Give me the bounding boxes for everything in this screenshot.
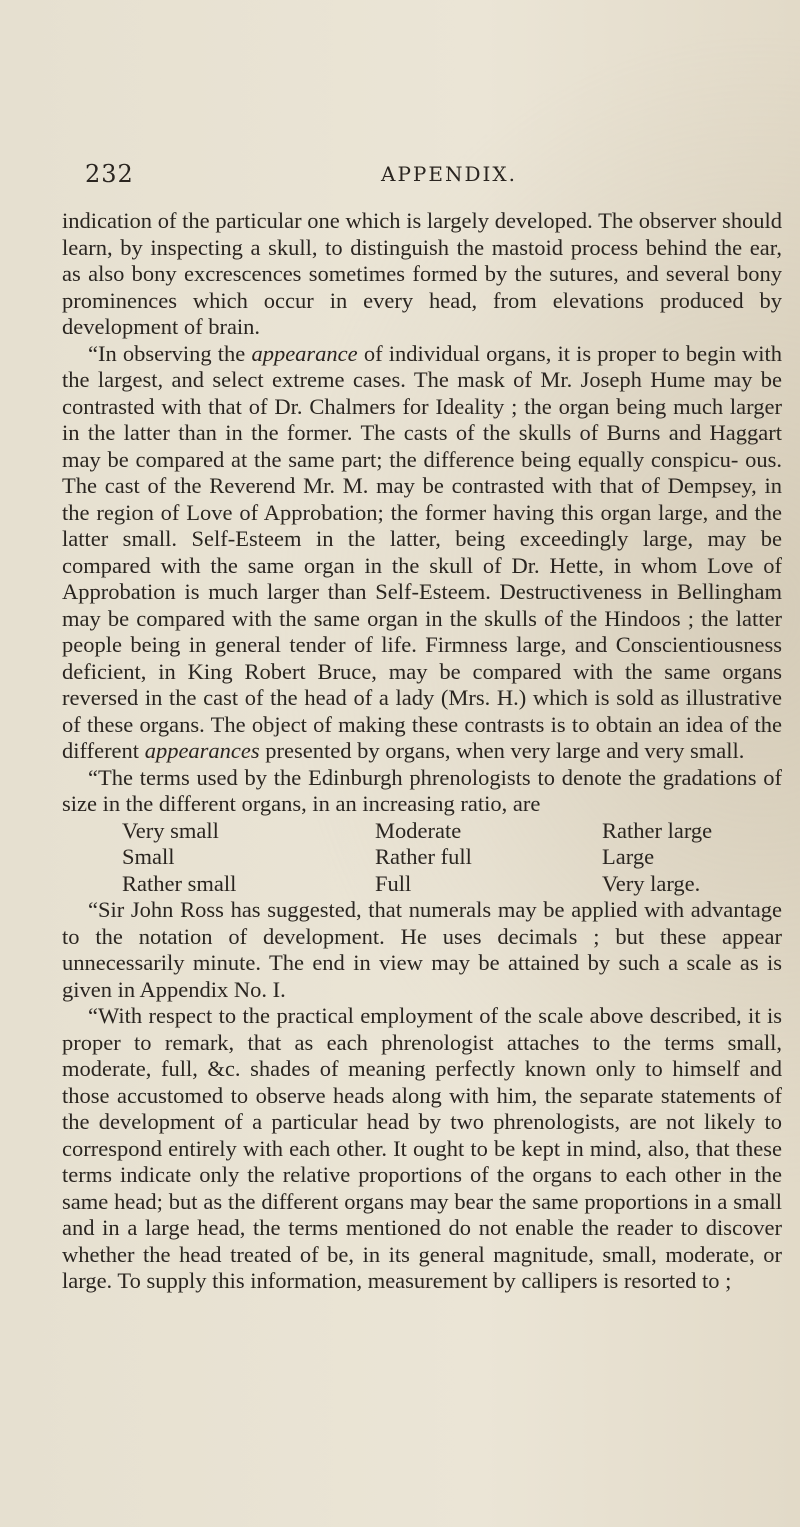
paragraph <box>62 1003 782 1295</box>
italic-text: appearances <box>144 738 260 763</box>
body-text <box>62 208 782 1295</box>
text-run: “In observing the <box>88 340 252 366</box>
text-run: “With respect to the practical employment of the scale above described, it is proper to remark, that as each phrenologist attaches to the terms small, moderate, full, &c. shades of meaning perfectly known only to himself and those accustomed to observe heads along with him, the separate statements of the development of a particular head by two phrenologists, are not likely to correspond entirely with each other. It ought to be kept in mind, also, that these terms indicate only the relative proportions of the organs to each other in the same head; but as the different organs may bear the same proportions in a small and in a large head, the terms mentioned do not enable the reader to discover whether the head treated of be, in its general magnitude, small, moderate, or large. To supply this information, measurement by callipers is resorted to ; <box>62 1003 782 1293</box>
page-header <box>85 160 775 190</box>
scale-term: Large <box>602 844 655 869</box>
paragraph <box>62 897 782 1003</box>
running-head: APPENDIX. <box>381 162 517 186</box>
text-run: presented by organs, when very large and very small. <box>259 738 745 763</box>
paragraph <box>62 208 782 341</box>
scale-term: Moderate <box>375 817 462 843</box>
scale-term: Full <box>375 870 412 896</box>
scale-term: Very large. <box>602 870 701 896</box>
page-number: 232 <box>85 160 134 188</box>
italic-text: appearance <box>251 340 358 366</box>
text-run: “Sir John Ross has suggested, that numerals may be applied with advantage to the notation of development. He uses decimals ; but these appear unnecessarily minute. The end in view may be attained by such a scale as is given in Appendix No. I. <box>62 897 782 1002</box>
scale-term: Rather large <box>602 817 713 843</box>
scale-term: Small <box>122 844 175 869</box>
text-run: of individual organs, it is proper to begin with the largest, and select extreme cases. The mask of Mr. Joseph Hume may be contrasted with that of Dr. Chalmers for Ideality ; the organ being much larger in the latter than in the former. The casts of the skulls of Burns and Haggart may be compared at the same part; the difference being equally conspicu- ous. The cast of the Reverend Mr. M. may be contrasted with that of Dempsey, in the region of Love of Approbation; the former having this organ large, and the latter small. Self-Esteem in the latter, being exceedingly large, may be compared with the same organ in the skull of Dr. Hette, in whom Love of Approbation is much larger than Self-Esteem. Destructiveness in Bellingham may be compared with the same organ in the skulls of the Hindoos ; the latter people being in general tender of life. Firmness large, and Conscientiousness deficient, in King Robert Bruce, may be compared with the same organs reversed in the cast of the head of a lady (Mrs. H.) which is sold as illustrative of these organs. The object of making these contrasts is to obtain an idea of the different <box>62 340 782 763</box>
scale-term: Rather small <box>122 870 237 896</box>
text-run: “The terms used by the Edinburgh phrenologists to denote the gradations of size in the different organs, in an increasing ratio, are <box>62 764 782 816</box>
text-run: indication of the particular one which is largely developed. The observer should learn, by inspecting a skull, to distinguish the mastoid process behind the ear, as also bony excrescences sometimes formed by the sutures, and several bony prominences which occur in every head, from elevations produced by development of brain. <box>62 208 782 339</box>
size-scale-table <box>62 818 782 898</box>
paragraph <box>62 341 782 765</box>
scale-term: Very small <box>122 817 219 843</box>
paragraph <box>62 765 782 818</box>
scale-term: Rather full <box>375 844 472 869</box>
